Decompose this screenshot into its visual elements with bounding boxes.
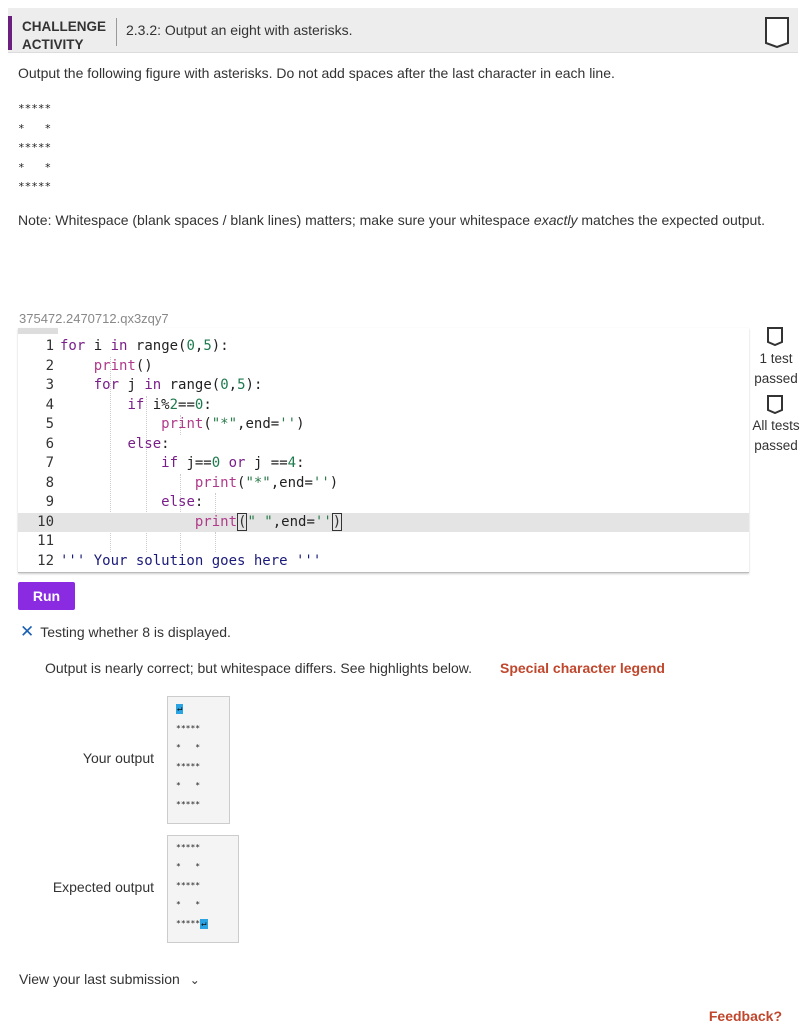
code-line: 8 print("*",end='')	[18, 474, 749, 494]
code-line: 9 else:	[18, 493, 749, 513]
newline-marker: ↵	[177, 704, 183, 714]
line-number: 9	[45, 494, 54, 510]
feedback-link[interactable]: Feedback?	[708, 1008, 782, 1024]
bookmark-icon[interactable]	[764, 16, 790, 53]
newline-marker: ↵	[201, 919, 207, 929]
note-emphasis: exactly	[533, 212, 578, 228]
line-number: 8	[45, 474, 54, 491]
line-number: 12	[37, 552, 54, 569]
run-button[interactable]: Run	[18, 582, 75, 610]
header-divider	[116, 18, 117, 46]
code-line: 4 if i%2==0:	[18, 396, 749, 416]
line-number: 10	[37, 513, 54, 530]
activity-type-label: CHALLENGE ACTIVITY	[22, 19, 106, 52]
special-character-legend-link[interactable]: Special character legend	[500, 660, 665, 676]
your-output-box	[167, 696, 230, 824]
expected-output-box	[167, 835, 239, 943]
your-output-text: ***** * * ***** * * *****	[176, 724, 201, 809]
code-line: 3 for j in range(0,5):	[18, 376, 749, 396]
note-text-end: matches the expected output.	[577, 212, 766, 228]
activity-header	[8, 8, 798, 53]
your-output-label: Your output	[82, 750, 154, 766]
code-line: 1 for i in range(0,5):	[18, 337, 749, 357]
line-number: 7	[45, 455, 54, 471]
instructions-text: Output the following figure with asterisks. Do not add spaces after the last character in each line.	[18, 65, 615, 81]
test-passed-label: 1 test passed	[754, 351, 798, 386]
test-result	[20, 622, 231, 642]
code-line: 12 ''' Your solution goes here '''	[18, 552, 749, 572]
expected-output-label: Expected output	[52, 879, 154, 895]
code-line: 6 else:	[18, 435, 749, 455]
line-number: 11	[37, 533, 54, 549]
note-text: Note: Whitespace (blank spaces / blank lines) matters; make sure your whitespace	[18, 212, 534, 228]
expected-output-text: ***** * * ***** * * *****	[176, 843, 201, 928]
result-message: Output is nearly correct; but whitespace differs. See highlights below.	[45, 660, 472, 676]
line-number: 4	[45, 396, 54, 413]
code-editor[interactable]	[18, 328, 749, 573]
code-line-active[interactable]: 10 print(" ",end='')	[18, 513, 749, 533]
editor-scrollbar[interactable]	[18, 328, 58, 334]
code-line: 2 print()	[18, 357, 749, 377]
view-last-submission[interactable]	[19, 971, 200, 987]
header-accent-bar	[8, 16, 12, 50]
activity-title: 2.3.2: Output an eight with asterisks.	[126, 22, 353, 38]
chevron-down-icon: ⌄	[189, 973, 200, 987]
view-last-submission-label: View your last submission	[19, 971, 180, 987]
whitespace-note	[18, 210, 788, 230]
x-icon: ✕	[20, 622, 35, 641]
code-line	[18, 532, 749, 552]
all-tests-passed-label: All tests passed	[752, 418, 800, 453]
code-line: 5 print("*",end='')	[18, 415, 749, 435]
line-number: 3	[45, 377, 54, 393]
target-figure: ***** * * ***** * * *****	[18, 102, 52, 193]
line-number: 2	[45, 357, 54, 374]
test-result-text: Testing whether 8 is displayed.	[40, 624, 231, 640]
test-passed-icon	[766, 326, 784, 351]
line-number: 1	[45, 338, 54, 354]
code-line: 7 if j==0 or j ==4:	[18, 454, 749, 474]
line-number: 6	[45, 435, 54, 452]
line-number: 5	[45, 416, 54, 432]
code-id: 375472.2470712.qx3zqy7	[19, 311, 169, 326]
